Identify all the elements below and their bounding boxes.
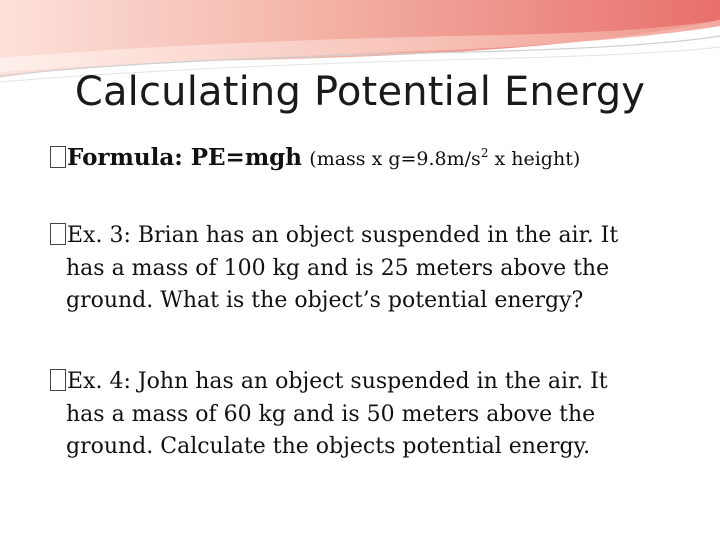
formula-explanation — [309, 148, 580, 170]
example-4-text-1: Ex. 4: John has an object suspended in the air. It — [67, 369, 608, 394]
example-4-line-3: ground. Calculate the objects potential energy. — [66, 434, 591, 459]
formula-explanation-end: x height) — [488, 148, 581, 170]
missing-glyph-bullet-icon — [50, 369, 66, 391]
missing-glyph-bullet-icon — [50, 146, 66, 168]
example-3-text-1: Ex. 3: Brian has an object suspended in the air. It — [67, 223, 619, 248]
example-4-line-1 — [50, 366, 608, 397]
slide-title: Calculating Potential Energy — [74, 69, 646, 115]
example-3-line-3: ground. What is the object’s potential energy? — [66, 288, 584, 313]
example-3-line-2: has a mass of 100 kg and is 25 meters above the — [66, 256, 610, 281]
formula-explanation-start: (mass x g=9.8m/s — [309, 148, 481, 170]
missing-glyph-bullet-icon — [50, 223, 66, 245]
formula-line — [50, 142, 580, 175]
example-4-line-2: has a mass of 60 kg and is 50 meters above the — [66, 402, 596, 427]
formula-exponent: 2 — [480, 146, 489, 160]
formula-label: Formula: PE=mgh — [67, 144, 302, 171]
example-3-line-1 — [50, 220, 618, 251]
